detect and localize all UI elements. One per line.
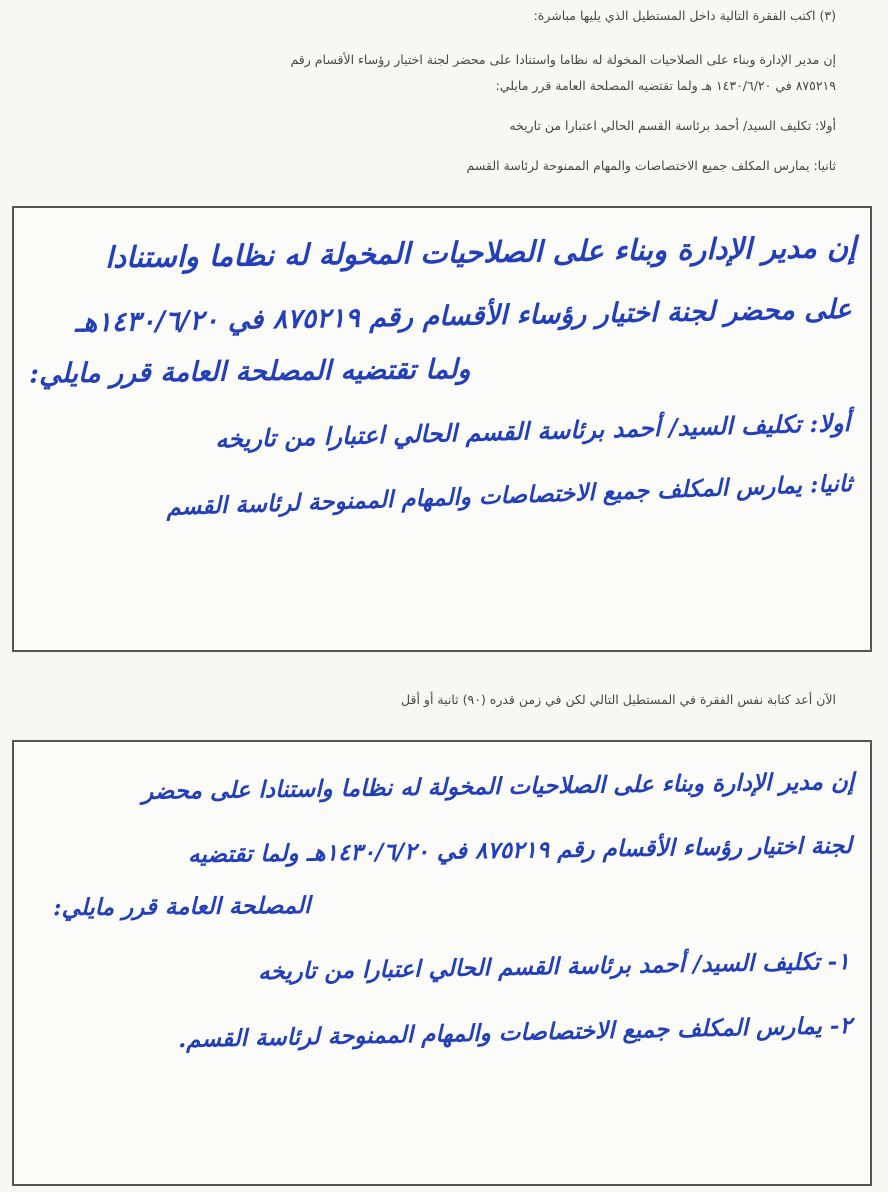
task4-heading: الآن أعد كتابة نفس الفقرة في المستطيل التالي لكن في زمن قدره (٩٠) ثانية أو أقل [401, 692, 836, 707]
handwritten-line: لجنة اختيار رؤساء الأقسام رقم ٨٧٥٢١٩ في ١٤٣٠/٦/٢٠هـ ولما تقتضيه [188, 832, 853, 869]
answer-box-2[interactable] [12, 740, 872, 1186]
handwritten-line: أولا: تكليف السيد/ أحمد برئاسة القسم الحالي اعتبارا من تاريخه [214, 408, 851, 454]
paragraph-line-4: ثانيا: يمارس المكلف جميع الاختصاصات والمهام الممنوحة لرئاسة القسم [466, 158, 836, 173]
handwritten-line: إن مدير الإدارة وبناء على الصلاحيات المخولة له نظاما واستنادا [104, 230, 857, 275]
handwritten-line: ولما تقتضيه المصلحة العامة قرر مايلي: [28, 354, 471, 390]
paragraph-line-1: إن مدير الإدارة وبناء على الصلاحيات المخولة له نظاما واستنادا على محضر لجنة اختيار رؤساء الأقسام رقم [290, 52, 836, 67]
paragraph-line-2: ٨٧٥٢١٩ في ١٤٣٠/٦/٢٠ هـ ولما تقتضيه المصلحة العامة قرر مايلي: [495, 78, 836, 93]
handwritten-line: على محضر لجنة اختيار رؤساء الأقسام رقم ٨٧٥٢١٩ في ١٤٣٠/٦/٢٠هـ [75, 294, 853, 339]
handwritten-line: ثانيا: يمارس المكلف جميع الاختصاصات والمهام الممنوحة لرئاسة القسم [165, 470, 853, 521]
handwritten-line: المصلحة العامة قرر مايلي: [52, 892, 311, 922]
handwritten-line: ٢- يمارس المكلف جميع الاختصاصات والمهام الممنوحة لرئاسة القسم. [178, 1012, 853, 1054]
answer-box-1[interactable] [12, 206, 872, 652]
handwritten-line: إن مدير الإدارة وبناء على الصلاحيات المخولة له نظاما واستنادا على محضر [141, 768, 855, 805]
handwritten-line: ١- تكليف السيد/ أحمد برئاسة القسم الحالي اعتبارا من تاريخه [258, 948, 851, 986]
paragraph-line-3: أولا: تكليف السيد/ أحمد برئاسة القسم الحالي اعتبارا من تاريخه [509, 118, 836, 133]
task3-heading: (٣) اكتب الفقرة التالية داخل المستطيل الذي يليها مباشرة: [533, 8, 836, 23]
